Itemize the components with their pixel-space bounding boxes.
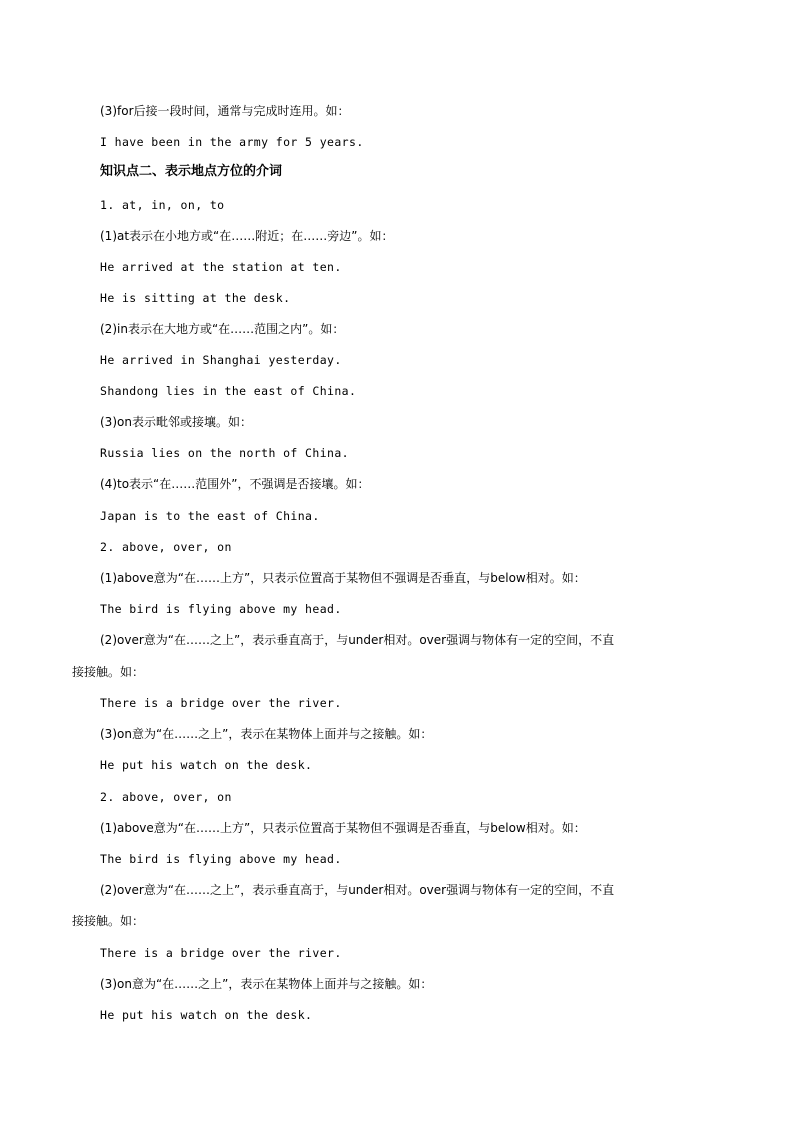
- subsection-title: 2. above, over, on: [100, 790, 232, 804]
- text-line: (3)on意为“在……之上”，表示在某物体上面并与之接触。如：: [100, 727, 433, 741]
- text-line: (2)over意为“在……之上”，表示垂直高于，与under相对。over强调与物体有一定的空间，不直: [100, 633, 615, 647]
- text-line: (2)in表示在大地方或“在……范围之内”。如：: [100, 322, 345, 336]
- example-sentence: The bird is flying above my head.: [100, 852, 342, 866]
- text-line: (2)over意为“在……之上”，表示垂直高于，与under相对。over强调与物体有一定的空间，不直: [100, 883, 615, 897]
- example-sentence: He put his watch on the desk.: [100, 1008, 313, 1022]
- example-sentence: There is a bridge over the river.: [100, 946, 342, 960]
- text-line-continuation: 接接触。如：: [72, 914, 145, 928]
- text-line: (3)for后接一段时间，通常与完成时连用。如：: [100, 104, 350, 118]
- example-sentence: The bird is flying above my head.: [100, 602, 342, 616]
- text-line-continuation: 接接触。如：: [72, 665, 145, 679]
- text-line: (3)on意为“在……之上”，表示在某物体上面并与之接触。如：: [100, 977, 433, 991]
- subsection-title: 1. at, in, on, to: [100, 198, 225, 212]
- text-line: (1)above意为“在……上方”，只表示位置高于某物但不强调是否垂直，与below相对。如：: [100, 571, 586, 585]
- example-sentence: There is a bridge over the river.: [100, 696, 342, 710]
- subsection-title: 2. above, over, on: [100, 540, 232, 554]
- example-sentence: Shandong lies in the east of China.: [100, 384, 357, 398]
- example-sentence: Japan is to the east of China.: [100, 509, 320, 523]
- example-sentence: He is sitting at the desk.: [100, 291, 291, 305]
- example-sentence: I have been in the army for 5 years.: [100, 135, 364, 149]
- example-sentence: He put his watch on the desk.: [100, 758, 313, 772]
- section-heading: 知识点二、表示地点方位的介词: [100, 164, 283, 179]
- text-line: (1)above意为“在……上方”，只表示位置高于某物但不强调是否垂直，与below相对。如：: [100, 821, 586, 835]
- example-sentence: He arrived in Shanghai yesterday.: [100, 353, 342, 367]
- text-line: (1)at表示在小地方或“在……附近；在……旁边”。如：: [100, 229, 394, 243]
- example-sentence: He arrived at the station at ten.: [100, 260, 342, 274]
- text-line: (4)to表示“在……范围外”，不强调是否接壤。如：: [100, 477, 370, 491]
- text-line: (3)on表示毗邻或接壤。如：: [100, 415, 252, 429]
- example-sentence: Russia lies on the north of China.: [100, 446, 350, 460]
